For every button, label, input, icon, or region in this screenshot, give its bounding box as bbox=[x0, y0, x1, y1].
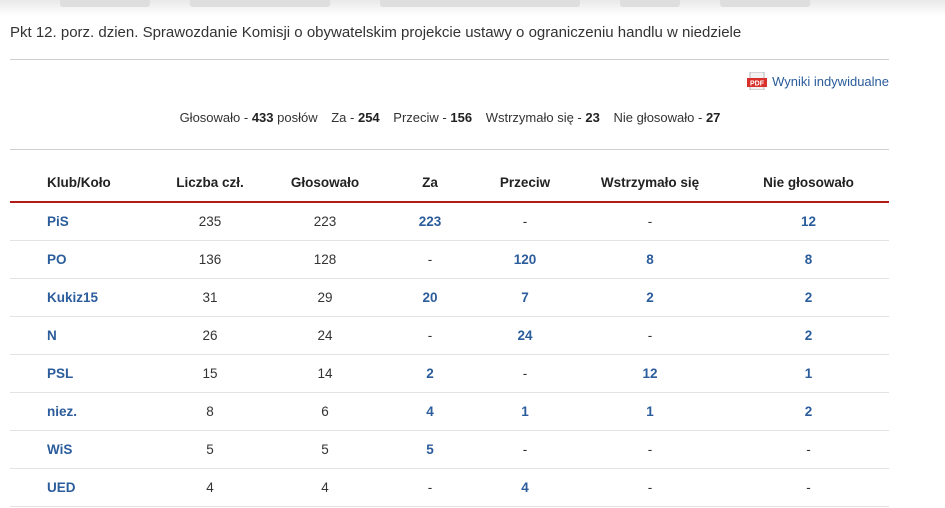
club-link[interactable]: N bbox=[47, 328, 57, 343]
vote-title: Pkt 12. porz. dzien. Sprawozdanie Komisji o obywatelskim projekcie ustawy o ograniczeniu handlu w niedziele bbox=[10, 24, 742, 41]
cell-voted: 24 bbox=[268, 317, 382, 355]
cell-for bbox=[382, 279, 478, 317]
cell-abstain bbox=[572, 393, 728, 431]
vote-count-link[interactable]: 2 bbox=[426, 366, 434, 381]
col-header-abstain: Wstrzymało się bbox=[572, 164, 728, 202]
individual-results-pdf-link[interactable] bbox=[747, 72, 889, 90]
cell-members: 15 bbox=[152, 355, 268, 393]
summary-novote-value: 27 bbox=[705, 110, 721, 125]
cell-novote bbox=[728, 202, 889, 241]
vote-count-link[interactable]: 223 bbox=[418, 214, 442, 229]
cell-members: 5 bbox=[152, 431, 268, 469]
cell-club bbox=[10, 202, 152, 241]
vote-count-link[interactable]: 2 bbox=[646, 290, 654, 305]
table-row bbox=[10, 431, 889, 469]
cell-against: - bbox=[478, 355, 572, 393]
cell-abstain bbox=[572, 241, 728, 279]
cell-abstain: - bbox=[572, 431, 728, 469]
pdf-icon bbox=[747, 72, 767, 90]
cell-voted: 14 bbox=[268, 355, 382, 393]
cell-novote bbox=[728, 317, 889, 355]
vote-count-link[interactable]: 2 bbox=[804, 404, 813, 419]
table-row bbox=[10, 393, 889, 431]
cell-club bbox=[10, 469, 152, 507]
cell-novote bbox=[728, 241, 889, 279]
cell-members: 8 bbox=[152, 393, 268, 431]
cell-club bbox=[10, 355, 152, 393]
table-row bbox=[10, 241, 889, 279]
cell-against bbox=[478, 279, 572, 317]
cell-for: - bbox=[382, 317, 478, 355]
club-link[interactable]: Kukiz15 bbox=[47, 290, 99, 305]
cell-members: 235 bbox=[152, 202, 268, 241]
col-header-for: Za bbox=[382, 164, 478, 202]
table-row bbox=[10, 279, 889, 317]
cell-for: - bbox=[382, 469, 478, 507]
summary-voted-value: 433 bbox=[251, 110, 274, 125]
vote-count-link[interactable]: 12 bbox=[800, 214, 817, 229]
club-link[interactable]: PiS bbox=[47, 214, 69, 229]
cell-against bbox=[478, 241, 572, 279]
vote-count-link[interactable]: 20 bbox=[422, 290, 438, 305]
cell-club bbox=[10, 279, 152, 317]
vote-count-link[interactable]: 5 bbox=[426, 442, 434, 457]
cell-members: 136 bbox=[152, 241, 268, 279]
cell-novote bbox=[728, 393, 889, 431]
vote-count-link[interactable]: 1 bbox=[521, 404, 529, 419]
vote-count-link[interactable]: 2 bbox=[804, 290, 813, 305]
club-link[interactable]: PO bbox=[47, 252, 67, 267]
table-row bbox=[10, 355, 889, 393]
cell-abstain: - bbox=[572, 202, 728, 241]
cell-voted: 6 bbox=[268, 393, 382, 431]
vote-count-link[interactable]: 7 bbox=[521, 290, 529, 305]
cell-voted: 5 bbox=[268, 431, 382, 469]
vote-count-link[interactable]: 24 bbox=[517, 328, 533, 343]
col-header-voted: Głosowało bbox=[268, 164, 382, 202]
cell-members: 31 bbox=[152, 279, 268, 317]
vote-count-link[interactable]: 8 bbox=[804, 252, 813, 267]
cell-for bbox=[382, 355, 478, 393]
cell-abstain bbox=[572, 355, 728, 393]
vote-count-link[interactable]: 4 bbox=[426, 404, 434, 419]
cell-for bbox=[382, 393, 478, 431]
summary-voted-unit: posłów bbox=[277, 110, 318, 125]
col-header-novote: Nie głosowało bbox=[728, 164, 889, 202]
table-body bbox=[10, 202, 889, 507]
cell-voted: 128 bbox=[268, 241, 382, 279]
top-cropped-band bbox=[0, 0, 945, 16]
vote-count-link[interactable]: 12 bbox=[642, 366, 658, 381]
club-link[interactable]: UED bbox=[47, 480, 76, 495]
summary-against: Przeciw - 156 bbox=[393, 110, 473, 125]
table-row bbox=[10, 317, 889, 355]
club-link[interactable]: WiS bbox=[47, 442, 73, 457]
cell-for bbox=[382, 431, 478, 469]
summary-abstain-value: 23 bbox=[585, 110, 600, 125]
cell-voted: 4 bbox=[268, 469, 382, 507]
club-link[interactable]: PSL bbox=[47, 366, 74, 381]
cell-club bbox=[10, 317, 152, 355]
cell-members: 4 bbox=[152, 469, 268, 507]
cell-voted: 29 bbox=[268, 279, 382, 317]
cell-against bbox=[478, 469, 572, 507]
vote-count-link[interactable]: 120 bbox=[513, 252, 537, 267]
summary-for-value: 254 bbox=[357, 110, 380, 125]
club-results-table bbox=[10, 164, 889, 507]
cell-for: - bbox=[382, 241, 478, 279]
summary-against-value: 156 bbox=[450, 110, 473, 125]
cell-for bbox=[382, 202, 478, 241]
vote-count-link[interactable]: 8 bbox=[646, 252, 654, 267]
vote-count-link[interactable]: 4 bbox=[521, 480, 529, 495]
summary-abstain: Wstrzymało się - 23 bbox=[485, 110, 600, 125]
table-row bbox=[10, 469, 889, 507]
cell-against: - bbox=[478, 431, 572, 469]
cell-club bbox=[10, 241, 152, 279]
cell-members: 26 bbox=[152, 317, 268, 355]
cell-against bbox=[478, 393, 572, 431]
divider-top bbox=[10, 59, 889, 60]
cell-abstain bbox=[572, 279, 728, 317]
vote-summary bbox=[0, 110, 900, 125]
vote-count-link[interactable]: 2 bbox=[804, 328, 813, 343]
col-header-club: Klub/Koło bbox=[10, 164, 152, 202]
cell-voted: 223 bbox=[268, 202, 382, 241]
col-header-members: Liczba czł. bbox=[152, 164, 268, 202]
cell-club bbox=[10, 431, 152, 469]
vote-count-link[interactable]: 1 bbox=[804, 366, 813, 381]
col-header-against: Przeciw bbox=[478, 164, 572, 202]
summary-for: Za - 254 bbox=[331, 110, 380, 125]
cell-novote: - bbox=[728, 469, 889, 507]
pdf-icon-label: PDF bbox=[750, 80, 765, 88]
vote-count-link[interactable]: 1 bbox=[646, 404, 654, 419]
summary-novote: Nie głosowało - 27 bbox=[613, 110, 721, 125]
cell-against bbox=[478, 317, 572, 355]
cell-novote: - bbox=[728, 431, 889, 469]
summary-voted: Głosowało - 433 posłów bbox=[179, 110, 318, 125]
divider-middle bbox=[10, 149, 889, 150]
table-header-row bbox=[10, 164, 889, 202]
cell-against: - bbox=[478, 202, 572, 241]
cell-novote bbox=[728, 355, 889, 393]
cell-abstain: - bbox=[572, 317, 728, 355]
cell-novote bbox=[728, 279, 889, 317]
cell-club bbox=[10, 393, 152, 431]
table-row bbox=[10, 202, 889, 241]
cell-abstain: - bbox=[572, 469, 728, 507]
club-link[interactable]: niez. bbox=[47, 404, 78, 419]
pdf-link-label: Wyniki indywidualne bbox=[772, 73, 889, 89]
